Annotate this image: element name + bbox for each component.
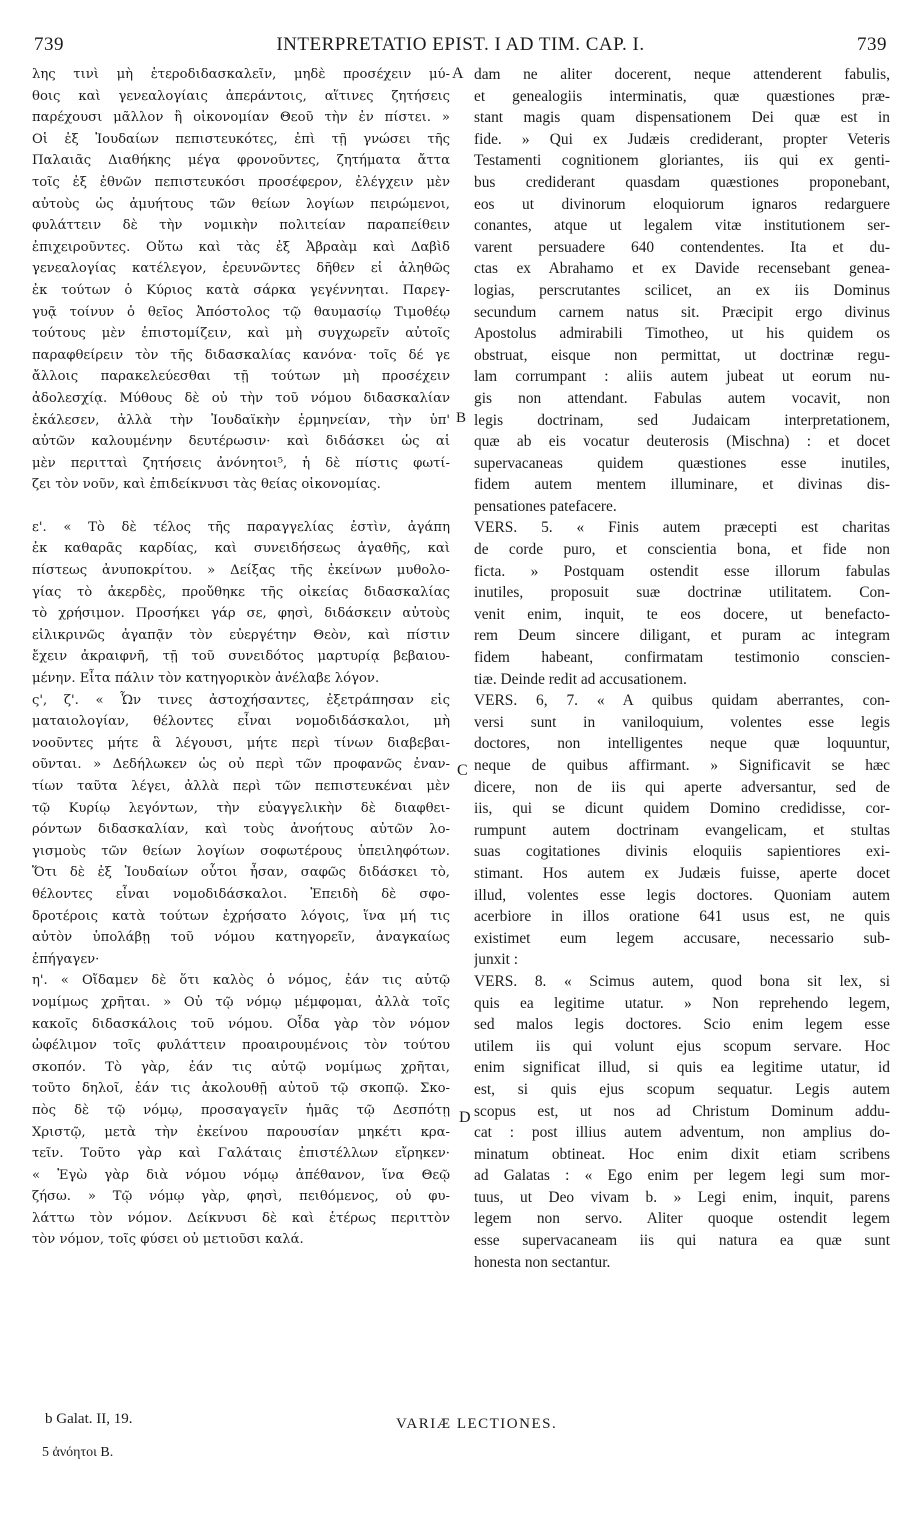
latin-line: iis, qui se dicunt quidem Domino credidisse, cor- (474, 800, 890, 818)
latin-line: junxit : (474, 951, 519, 969)
latin-line: minatum obtineat. Hoc enim dixit etiam scribens (474, 1145, 890, 1163)
greek-line: τίων ταῦτα λέγει, ἀλλὰ περὶ τῶν πεπιστευκέναι μὲν (32, 779, 450, 794)
latin-line: cat : post illius autem adventum, non amplius do- (474, 1124, 890, 1142)
latin-line: esse supervacaneam iis qui natura ea quæ sunt (474, 1232, 890, 1250)
latin-line: lam corrumpant : aliis autem jubeat ut eorum nu- (474, 368, 890, 386)
greek-line: σκοπόν. Τὸ γὰρ, ἐάν τις αὐτῷ νομίμως χρῆται, (32, 1059, 450, 1075)
latin-line: Apostolus admirabili Timotheo, ut his quidem os (474, 325, 890, 343)
greek-line: ἐπιχειροῦντες. Οὕτω καὶ τὰς ἐξ Ἀβραὰμ καὶ Δαβὶδ (32, 239, 450, 255)
greek-line: λης τινὶ μὴ ἑτεροδιδασκαλεῖν, μηδὲ προσέχειν μύ- (32, 67, 450, 82)
scripture-footnote: b Galat. II, 19. (45, 1411, 133, 1427)
latin-line: secundum carnem natus sit. Præcipit ergo divinus (474, 303, 890, 321)
greek-line: κακοῖς διδασκάλοις τοῦ νόμου. Οἶδα γὰρ τὸν νόμον (32, 1016, 450, 1032)
greek-line: γενεαλογίας κατέλεγον, ἐρευνῶντες δῆθεν εἰ ἀληθῶς (32, 261, 450, 277)
greek-line: ἐκάλεσεν, ἀλλὰ τὴν Ἰουδαϊκὴν ἑρμηνείαν, τὴν ὑπ' (32, 412, 450, 428)
latin-column (474, 64, 890, 1273)
greek-line: ἐκ τούτων ὁ Κύριος κατὰ σάρκα γεγέννηται. Παρεγ- (32, 282, 450, 298)
greek-line: αὐτῶν καλουμένην δευτέρωσιν· καὶ διδάσκει ὡς αἱ (32, 434, 450, 450)
margin-letter-b: B (456, 410, 467, 426)
latin-line: pensationes patefacere. (474, 497, 617, 515)
greek-line: λάττω τὸν νόμον. Δείκνυσι δὲ καὶ ἑτέρως περιττὸν (32, 1210, 450, 1226)
latin-line: VERS. 5. « Finis autem præcepti est charitas (474, 519, 890, 537)
latin-line: fide. » Qui ex Judæis crediderant, propter Veteris (474, 130, 890, 148)
greek-line: τεῖν. Τοῦτο γὰρ καὶ Γαλάταις ἐπιστέλλων εἴρηκεν· (32, 1146, 450, 1162)
greek-line: αὐτοὺς ὡς ἀμυήτους τῶν θείων λογίων πειρώμενοι, (32, 196, 450, 212)
greek-line: ζει τὸν νοῦν, καὶ ἐπιδείκνυσι τὰς θείας οἰκονομίας. (32, 477, 381, 493)
latin-line: versi sunt in vaniloquium, volentes esse legis (474, 713, 890, 731)
greek-line: τὸν νόμον, τοῖς φύσει οὐ μετιοῦσι καλά. (32, 1232, 304, 1248)
latin-line: legem non servo. Aliter quoque ostendit legem (474, 1210, 890, 1228)
greek-line: θοις καὶ γενεαλογίαις ἀπεράντοις, αἵτινες ζητήσεις (32, 88, 450, 104)
page-number-left: 739 (34, 34, 64, 55)
greek-line: Χριστῷ, μετὰ τὴν ἐκείνου παρουσίαν μηκέτι κρα- (32, 1124, 450, 1140)
latin-line: fidem habeant, confirmatam testimonio conscien- (474, 649, 890, 667)
variant-footnote: 5 ἀνόητοι B. (42, 1445, 114, 1460)
greek-line: ὠφέλιμον τοῖς φυλάττειν προαιρουμένοις τὸν τούτου (32, 1038, 450, 1054)
latin-line: acerbiore in illos oratione 641 usus est, ne quis (474, 908, 890, 926)
greek-line: πίστεως ἀνυποκρίτου. » Δείξας τῆς ἐκείνων μυθολο- (32, 563, 450, 579)
greek-line: ἀδολεσχίᾳ. Μύθους δὲ οὐ τὴν τοῦ νόμου διδασκαλίαν (32, 390, 450, 406)
latin-line: existimet eum legem accusare, necessario sub- (474, 929, 890, 947)
latin-line: stimant. Hos autem ex Judæis fuisse, aperte docet (474, 864, 890, 882)
greek-line: νομίμως χρῆται. » Οὐ τῷ νόμῳ μέμφομαι, ἀλλὰ τοῖς (32, 994, 450, 1010)
greek-line: τῷ Κυρίῳ λεγόντων, τὴν εὐαγγελικὴν δὲ διαφθει- (32, 800, 450, 816)
greek-line: φυλάττειν δὲ τὴν νομικὴν πολιτείαν παραπείθειν (32, 218, 450, 234)
latin-line: quæ ab eis vocatur deuterosis (Mischna) : et docet (474, 433, 890, 451)
greek-line: Ὅτι δὲ ἐξ Ἰουδαίων οὗτοι ἦσαν, σαφῶς διδάσκει τὸ, (32, 865, 450, 881)
latin-line: scopus est, ut nos ad Christum Dominum addu- (474, 1102, 890, 1120)
greek-line: πὸς δὲ τῷ νόμῳ, προσαγαγεῖν ἡμᾶς τῷ Δεσπότῃ (32, 1102, 450, 1118)
margin-letter-c: C (457, 762, 468, 779)
latin-line: neque de quibus affirmant. » Significavit se hæc (474, 757, 890, 774)
latin-line: VERS. 8. « Scimus autem, quod bona sit lex, si (474, 972, 890, 990)
greek-line: αὐτὸν ὑπολάβῃ τοῦ νόμου κατηγορεῖν, ἀναγκαίως (32, 930, 450, 946)
latin-line: inutiles, proposuit suæ doctrinæ utilitatem. Con- (474, 584, 890, 602)
greek-line: η'. « Οἴδαμεν δὲ ὅτι καλὸς ὁ νόμος, ἐάν τις αὐτῷ (32, 973, 450, 989)
latin-line: dam ne aliter docerent, neque attenderent fabulis, (474, 66, 890, 83)
greek-line: ς', ζ'. « Ὧν τινες ἀστοχήσαντες, ἐξετράπησαν εἰς (32, 692, 450, 708)
latin-line: ad Galatas : « Ego enim per legem legi sum mor- (474, 1167, 890, 1185)
margin-letter-a: A (452, 65, 464, 82)
greek-line: οῦνται. » Δεδήλωκεν ὡς οὐ περὶ τῶν προφανῶς ἐναν- (32, 757, 450, 773)
latin-line: et genealogiis interminatis, quæ quæstiones præ- (474, 87, 890, 105)
greek-column (32, 64, 450, 1251)
latin-line: de corde puro, et conscientia bona, et fide non (474, 541, 890, 559)
latin-line: fidem autem mentem illuminare, et divinas dis- (474, 476, 890, 494)
latin-line: bus crediderant quasdam quæstiones proponebant, (474, 173, 890, 191)
greek-line: γίας τὸ ἀκερδὲς, προὔθηκε τῆς οἰκείας διδασκαλίας (32, 584, 450, 600)
latin-line: tuus, ut Deo vivam b. » Legi enim, inquit, parens (474, 1188, 890, 1206)
latin-line: rem Deum sincere diligant, et puram ac integram (474, 627, 890, 645)
latin-line: legis doctrinam, sed Judaicam interpretationem, (474, 411, 890, 429)
latin-line: utilem iis qui volunt ejus scopum servare. Hoc (474, 1037, 890, 1055)
paragraph-gap (32, 496, 450, 517)
greek-line: ζήσω. » Τῷ νόμῳ γὰρ, φησὶ, πειθόμενος, οὐ φυ- (32, 1189, 450, 1205)
greek-line: ε'. « Τὸ δὲ τέλος τῆς παραγγελίας ἐστὶν, ἀγάπη (32, 519, 450, 535)
latin-line: venit enim, inquit, te eos docere, ut benefacto- (474, 605, 890, 623)
latin-line: tiæ. Deinde redit ad accusationem. (474, 670, 687, 688)
latin-line: suas cogitationes divinis eloquiis sapientiores exi- (474, 843, 890, 861)
greek-line: παρέχουσι μᾶλλον ἢ οἰκονομίαν Θεοῦ τὴν ἐν πίστει. » (32, 110, 450, 126)
greek-line: τὸ χρήσιμον. Προσήκει γάρ σε, φησὶ, διδάσκειν αὐτοὺς (32, 606, 450, 622)
latin-line: supervacaneas quidem quæstiones esse inutiles, (474, 454, 890, 472)
running-head (34, 34, 887, 58)
latin-line: conantes, atque ut legalem vitæ institutionem ser- (474, 217, 890, 235)
latin-line: enim significat illud, si quis ea legitime utatur, id (474, 1059, 890, 1077)
latin-line: varent persuadere 640 contendentes. Ita et du- (474, 238, 890, 256)
greek-line: ἄλλοις παρακελεύεσθαι τῇ τούτων μὴ προσέχειν (32, 369, 450, 385)
latin-line: est, si quis ejus scopum sequatur. Legis autem (474, 1080, 890, 1098)
latin-line: doctores, non intelligentes neque quæ loquuntur, (474, 735, 890, 753)
latin-line: gis non attendant. Fabulas autem vocavit, non (474, 389, 890, 407)
variae-lectiones-heading: VARIÆ LECTIONES. (396, 1416, 558, 1432)
latin-line: stant magis quam dispensationem Dei quæ est in (474, 109, 890, 127)
greek-line: δροτέροις κατὰ τούτων ἐχρήσατο λόγοις, ἵνα μή τις (32, 908, 450, 924)
greek-line: μένην. Εἶτα πάλιν τὸν κατηγορικὸν ἀνέλαβε λόγον. (32, 671, 380, 687)
greek-line: γισμοὺς τῶν θείων λογίων σοφωτέρους ὑπειληφότων. (32, 843, 450, 859)
latin-line: rumpunt autem doctrinam evangelicam, et stultas (474, 821, 890, 839)
greek-line: γυᾷ τοίνυν ὁ θεῖος Ἀπόστολος τῷ θαυμασίῳ Τιμοθέῳ (32, 304, 450, 320)
latin-line: obstruat, eisque non permittat, ut doctrinæ regu- (474, 346, 890, 364)
greek-line: τοῦτο δηλοῖ, ἐάν τις ἀκολουθῇ αὐτοῦ τῷ σκοπῷ. Σκο- (32, 1081, 450, 1097)
greek-line: παραφθείρειν τὸν τῆς διδασκαλίας κανόνα· τοῖς δέ γε (32, 347, 450, 363)
latin-line: ctas ex Abrahamo et ex Davide recensebant genea- (474, 260, 890, 278)
latin-line: logias, perscrutantes scilicet, an ex iis Dominus (474, 281, 890, 299)
running-title: INTERPRETATIO EPIST. I AD TIM. CAP. I. (276, 34, 645, 55)
greek-line: ἐπήγαγεν· (32, 951, 100, 967)
greek-line: Παλαιᾶς Διαθήκης μέγα φρονοῦντες, ζητήματα ἄττα (32, 153, 450, 169)
latin-line: eos ut divinorum eloquiorum ignaros redarguere (474, 195, 890, 213)
latin-line: illud, volentes esse legis doctores. Quoniam autem (474, 886, 890, 904)
margin-letter-d: D (459, 1109, 471, 1126)
greek-line: τοῖς ἐξ ἐθνῶν πεπιστευκόσι προσέφερον, ἐλέγχειν μὲν (32, 174, 450, 190)
greek-line: μὲν περιτταὶ ζητήσεις ἀνόνητοι⁵, ἡ δὲ πίστις φωτί- (32, 455, 450, 471)
greek-line: εἰλικρινῶς ἀγαπᾷν τὸν εὐεργέτην Θεὸν, καὶ πίστιν (32, 627, 450, 643)
greek-line: ἐκ καθαρᾶς καρδίας, καὶ συνειδήσεως ἀγαθῆς, καὶ (32, 541, 450, 557)
latin-line: honesta non sectantur. (474, 1253, 611, 1271)
latin-line: sed malos legis doctores. Scio enim legem esse (474, 1016, 890, 1034)
greek-line: τούτους μὲν ἐπιστομίζειν, καὶ μὴ συγχωρεῖν αὐτοῖς (32, 326, 450, 342)
greek-line: « Ἐγὼ γὰρ διὰ νόμου νόμῳ ἀπέθανον, ἵνα Θεῷ (32, 1167, 450, 1183)
latin-line: ficta. » Postquam ostendit esse illorum fabulas (474, 562, 890, 580)
latin-line: Testamenti cognitionem gloriantes, iis qui ex genti- (474, 152, 890, 170)
page-number-right: 739 (857, 34, 887, 55)
latin-line: dicere, non de iis qui aperte adversantur, sed de (474, 778, 890, 796)
greek-line: ρόντων διδασκαλίαν, καὶ τοὺς ἀνοήτους αὐτῶν λο- (32, 822, 450, 838)
greek-line: θέλοντες εἶναι νομοδιδάσκαλοι. Ἐπειδὴ δὲ σφο- (32, 886, 450, 902)
greek-line: Οἱ ἐξ Ἰουδαίων πεπιστευκότες, ἐπὶ τῇ γνώσει τῆς (32, 131, 450, 147)
latin-line: quis ea legitime utatur. » Non reprehendo legem, (474, 994, 890, 1012)
greek-line: νοοῦντες μήτε ἃ λέγουσι, μήτε περὶ τίνων διαβεβαι- (32, 735, 450, 751)
greek-line: ματαιολογίαν, θέλοντες εἶναι νομοδιδάσκαλοι, μὴ (32, 714, 450, 730)
latin-line: VERS. 6, 7. « A quibus quidam aberrantes, con- (474, 692, 890, 710)
greek-line: ἔχειν ἀκραιφνῆ, τῇ τοῦ συνειδότος μαρτυρίᾳ βεβαιου- (32, 649, 450, 665)
